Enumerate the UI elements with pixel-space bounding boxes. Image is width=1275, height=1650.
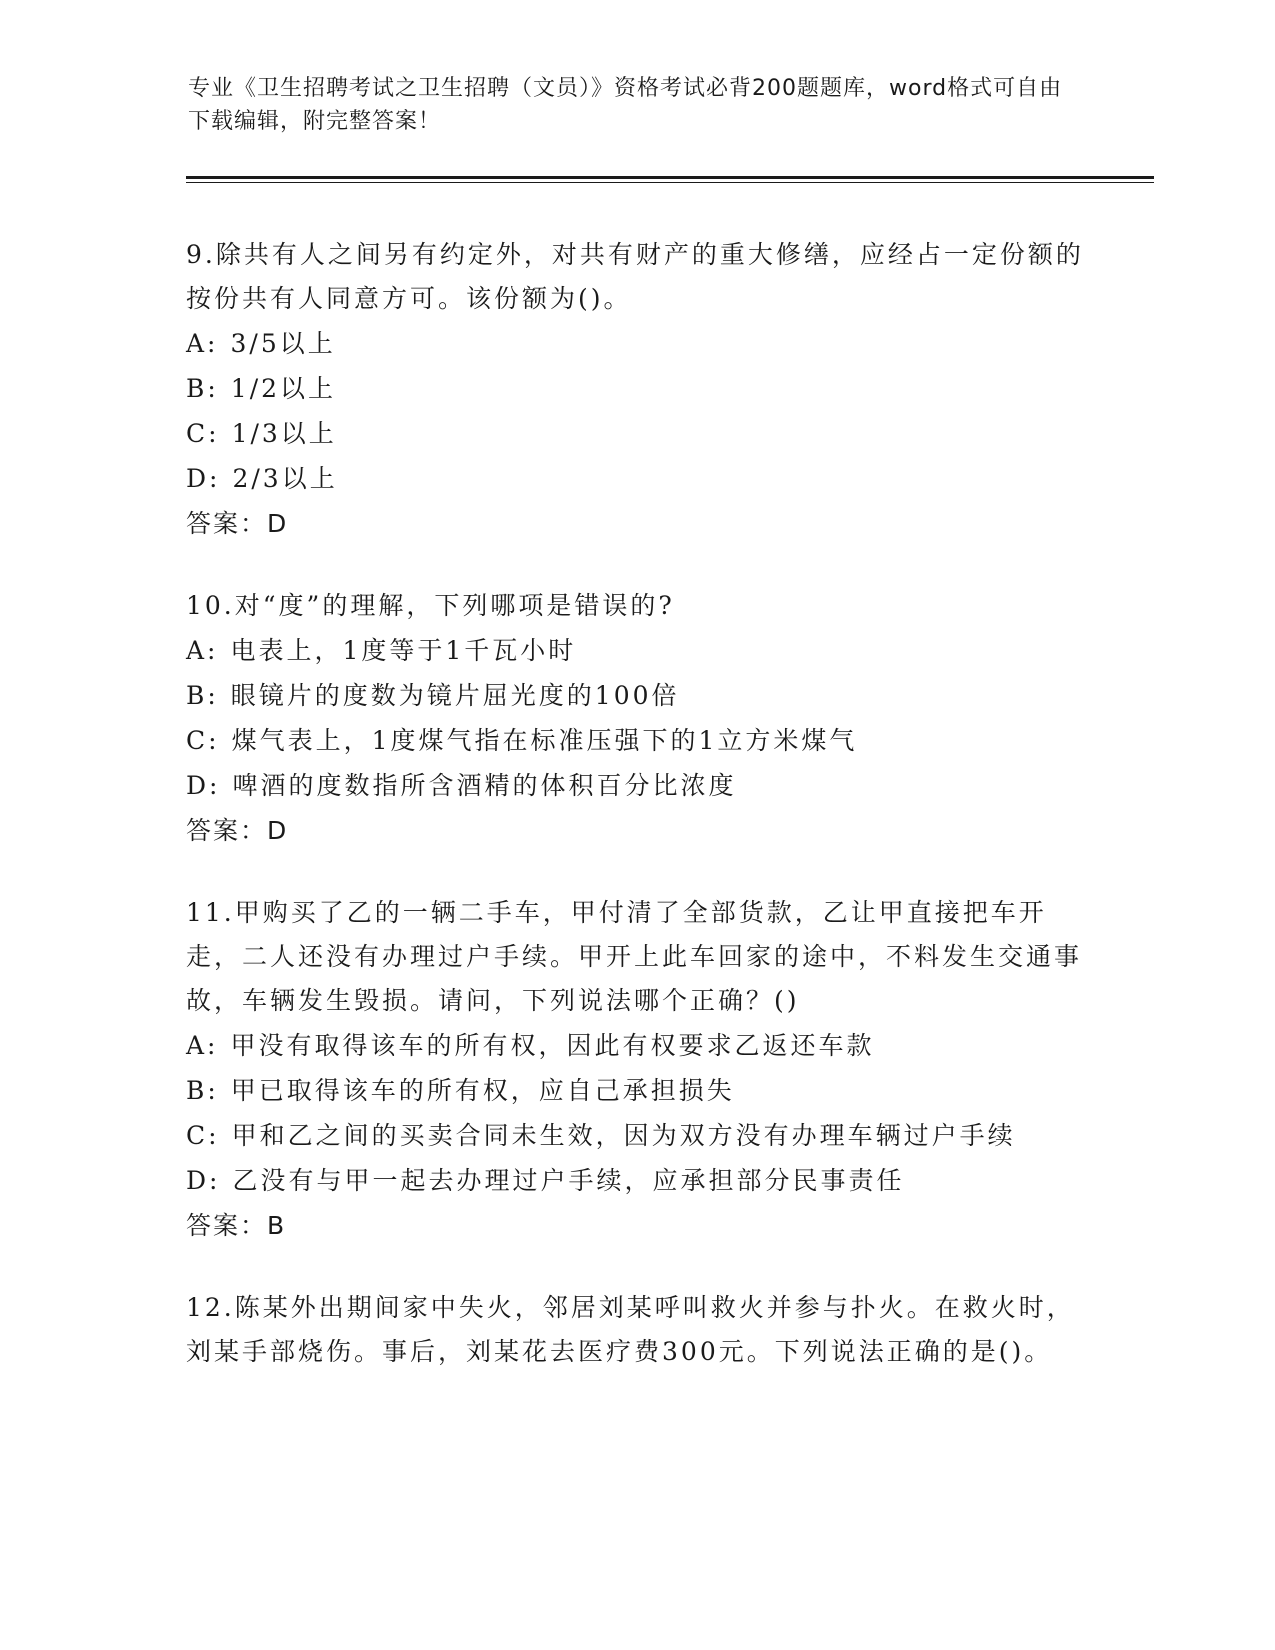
option-letter: A: [186,329,219,358]
option-letter: A: [186,636,219,665]
option-letter: A: [186,1031,219,1060]
question-9 [186,233,1086,546]
option-letter: B: [186,1076,219,1105]
question-12 [186,1286,1086,1374]
option-d [186,456,1086,501]
option-text: 乙没有与甲一起去办理过户手续，应承担部分民事责任 [232,1166,905,1195]
option-a [186,1023,1086,1068]
option-text: 眼镜片的度数为镜片屈光度的100倍 [230,681,680,710]
option-letter: B: [186,374,219,403]
option-letter: D: [186,1166,221,1195]
option-d [186,763,1086,808]
question-text: 11.甲购买了乙的一辆二手车，甲付清了全部货款，乙让甲直接把车开走，二人还没有办理过户手续。甲开上此车回家的途中，不料发生交通事故，车辆发生毁损。请问，下列说法哪个正确？() [186,898,1083,1015]
option-text: 煤气表上，1度煤气指在标准压强下的1立方米煤气 [231,726,858,755]
option-c [186,411,1086,456]
answer-line: 答案：D [186,816,289,845]
header-text: 专业《卫生招聘考试之卫生招聘（文员）》资格考试必背200题题库，word格式可自由下载编辑，附完整答案！ [188,76,1063,134]
option-text: 甲没有取得该车的所有权，因此有权要求乙返还车款 [230,1031,875,1060]
option-a [186,321,1086,366]
option-text: 2/3以上 [232,464,338,493]
question-11 [186,891,1086,1248]
option-text: 1/2以上 [230,374,337,403]
option-letter: B: [186,681,219,710]
option-letter: D: [186,464,221,493]
option-text: 3/5以上 [230,329,336,358]
option-c [186,718,1086,763]
question-text: 9.除共有人之间另有约定外，对共有财产的重大修缮，应经占一定份额的按份共有人同意方可。该份额为()。 [186,240,1084,313]
option-text: 甲和乙之间的买卖合同未生效，因为双方没有办理车辆过户手续 [231,1121,1016,1150]
answer-line: 答案：D [186,509,289,538]
question-text: 10.对“度”的理解，下列哪项是错误的? [186,591,675,620]
option-letter: C: [186,726,220,755]
header-divider-thick [186,176,1154,179]
answer-line: 答案：B [186,1211,287,1240]
question-10 [186,584,1086,853]
question-text: 12.陈某外出期间家中失火，邻居刘某呼叫救火并参与扑火。在救火时，刘某手部烧伤。事后，刘某花去医疗费300元。下列说法正确的是()。 [186,1293,1075,1366]
option-b [186,1068,1086,1113]
option-a [186,628,1086,673]
option-d [186,1158,1086,1203]
question-list [186,233,1086,1412]
option-b [186,673,1086,718]
option-c [186,1113,1086,1158]
option-letter: C: [186,1121,220,1150]
option-text: 啤酒的度数指所含酒精的体积百分比浓度 [232,771,737,800]
option-letter: C: [186,419,220,448]
option-text: 甲已取得该车的所有权，应自己承担损失 [230,1076,735,1105]
document-header [188,72,1068,138]
option-letter: D: [186,771,221,800]
header-divider-thin [186,182,1154,183]
option-text: 1/3以上 [231,419,337,448]
option-b [186,366,1086,411]
option-text: 电表上，1度等于1千瓦小时 [230,636,577,665]
